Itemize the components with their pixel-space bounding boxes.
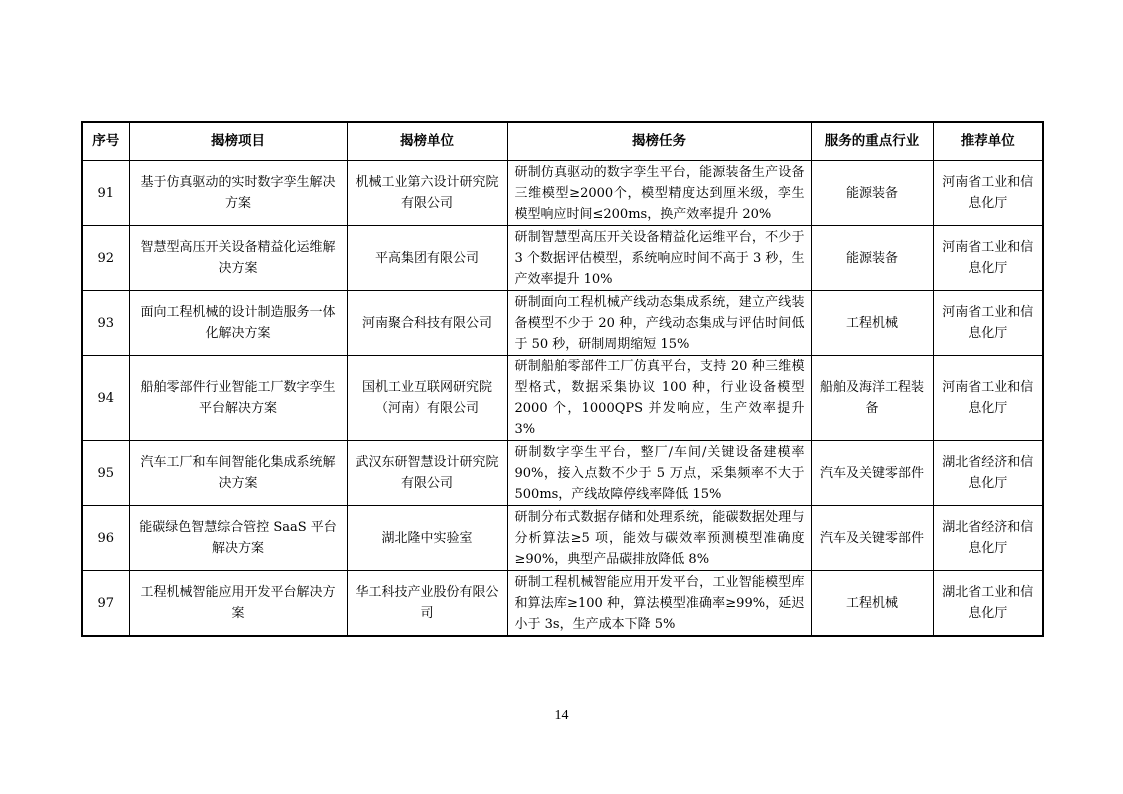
cell-industry: 工程机械 bbox=[811, 571, 933, 637]
header-recommender: 推荐单位 bbox=[933, 122, 1043, 161]
cell-unit: 国机工业互联网研究院（河南）有限公司 bbox=[347, 356, 507, 441]
cell-recommender: 河南省工业和信息化厅 bbox=[933, 226, 1043, 291]
cell-unit: 机械工业第六设计研究院有限公司 bbox=[347, 161, 507, 226]
header-unit: 揭榜单位 bbox=[347, 122, 507, 161]
cell-task: 研制工程机械智能应用开发平台，工业智能模型库和算法库≥100 种，算法模型准确率≥99%，延迟小于 3s，生产成本下降 5% bbox=[507, 571, 811, 637]
cell-industry: 工程机械 bbox=[811, 291, 933, 356]
cell-recommender: 河南省工业和信息化厅 bbox=[933, 291, 1043, 356]
page-number: 14 bbox=[554, 708, 569, 723]
header-task: 揭榜任务 bbox=[507, 122, 811, 161]
project-table bbox=[81, 121, 1044, 637]
cell-recommender: 湖北省经济和信息化厅 bbox=[933, 441, 1043, 506]
cell-seq: 96 bbox=[82, 506, 129, 571]
cell-project: 船舶零部件行业智能工厂数字孪生平台解决方案 bbox=[129, 356, 347, 441]
cell-project: 基于仿真驱动的实时数字孪生解决方案 bbox=[129, 161, 347, 226]
cell-seq: 91 bbox=[82, 161, 129, 226]
cell-project: 智慧型高压开关设备精益化运维解决方案 bbox=[129, 226, 347, 291]
cell-task: 研制数字孪生平台，整厂/车间/关键设备建模率 90%，接入点数不少于 5 万点，采集频率不大于 500ms，产线故障停线率降低 15% bbox=[507, 441, 811, 506]
header-project: 揭榜项目 bbox=[129, 122, 347, 161]
cell-unit: 河南聚合科技有限公司 bbox=[347, 291, 507, 356]
cell-seq: 95 bbox=[82, 441, 129, 506]
cell-project: 能碳绿色智慧综合管控 SaaS 平台解决方案 bbox=[129, 506, 347, 571]
cell-seq: 94 bbox=[82, 356, 129, 441]
header-seq: 序号 bbox=[82, 122, 129, 161]
cell-task: 研制船舶零部件工厂仿真平台，支持 20 种三维模型格式，数据采集协议 100 种，行业设备模型 2000 个，1000QPS 并发响应，生产效率提升 3% bbox=[507, 356, 811, 441]
cell-industry: 汽车及关键零部件 bbox=[811, 441, 933, 506]
table-row bbox=[82, 441, 1043, 506]
cell-seq: 93 bbox=[82, 291, 129, 356]
cell-industry: 船舶及海洋工程装备 bbox=[811, 356, 933, 441]
header-industry: 服务的重点行业 bbox=[811, 122, 933, 161]
table-row bbox=[82, 226, 1043, 291]
cell-task: 研制面向工程机械产线动态集成系统，建立产线装备模型不少于 20 种，产线动态集成与评估时间低于 50 秒，研制周期缩短 15% bbox=[507, 291, 811, 356]
cell-task: 研制仿真驱动的数字孪生平台，能源装备生产设备三维模型≥2000个，模型精度达到厘米级，孪生模型响应时间≤200ms，换产效率提升 20% bbox=[507, 161, 811, 226]
table-row bbox=[82, 356, 1043, 441]
table-header-row bbox=[82, 122, 1043, 161]
cell-industry: 能源装备 bbox=[811, 226, 933, 291]
cell-industry: 汽车及关键零部件 bbox=[811, 506, 933, 571]
cell-recommender: 湖北省工业和信息化厅 bbox=[933, 571, 1043, 637]
table-row bbox=[82, 291, 1043, 356]
cell-unit: 华工科技产业股份有限公司 bbox=[347, 571, 507, 637]
cell-task: 研制智慧型高压开关设备精益化运维平台，不少于 3 个数据评估模型，系统响应时间不高于 3 秒，生产效率提升 10% bbox=[507, 226, 811, 291]
cell-recommender: 湖北省经济和信息化厅 bbox=[933, 506, 1043, 571]
cell-unit: 武汉东研智慧设计研究院有限公司 bbox=[347, 441, 507, 506]
cell-seq: 92 bbox=[82, 226, 129, 291]
cell-industry: 能源装备 bbox=[811, 161, 933, 226]
cell-project: 汽车工厂和车间智能化集成系统解决方案 bbox=[129, 441, 347, 506]
table-row bbox=[82, 571, 1043, 637]
table-row bbox=[82, 161, 1043, 226]
cell-unit: 平高集团有限公司 bbox=[347, 226, 507, 291]
cell-unit: 湖北隆中实验室 bbox=[347, 506, 507, 571]
cell-recommender: 河南省工业和信息化厅 bbox=[933, 356, 1043, 441]
cell-recommender: 河南省工业和信息化厅 bbox=[933, 161, 1043, 226]
cell-project: 工程机械智能应用开发平台解决方案 bbox=[129, 571, 347, 637]
cell-seq: 97 bbox=[82, 571, 129, 637]
cell-task: 研制分布式数据存储和处理系统，能碳数据处理与分析算法≥5 项，能效与碳效率预测模型准确度≥90%，典型产品碳排放降低 8% bbox=[507, 506, 811, 571]
table-row bbox=[82, 506, 1043, 571]
cell-project: 面向工程机械的设计制造服务一体化解决方案 bbox=[129, 291, 347, 356]
